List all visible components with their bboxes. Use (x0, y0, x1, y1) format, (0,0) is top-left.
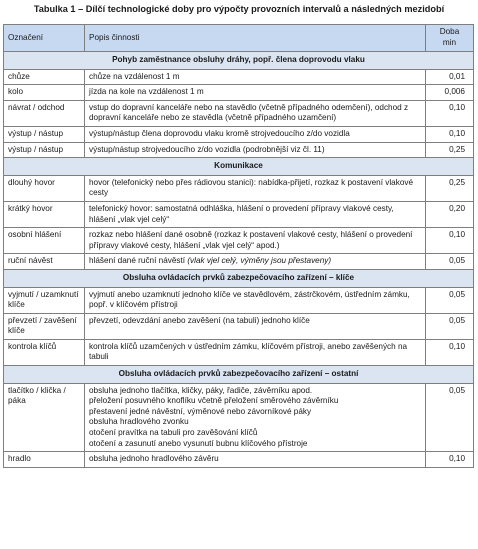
duration-cell: 0,20 (426, 201, 474, 227)
duration-cell: 0,006 (426, 85, 474, 101)
table-row (4, 85, 474, 101)
description-cell (85, 339, 426, 365)
designation-cell: vyjmutí / uzamknutí klíče (4, 287, 85, 313)
table-row (4, 452, 474, 468)
description-text: obsluha jednoho hradlového závěru (89, 454, 219, 464)
header-description: Popis činnosti (85, 25, 426, 52)
duration-cell: 0,10 (426, 100, 474, 126)
designation-cell: chůze (4, 69, 85, 85)
description-cell (85, 228, 426, 254)
designation-cell: tlačítko / klička / páka (4, 383, 85, 452)
table-row (4, 313, 474, 339)
description-cell (85, 452, 426, 468)
description-text: otočení a zasunutí anebo vysunutí bubnu klíčového přístroje (89, 438, 308, 448)
header-duration-line2: min (442, 38, 457, 47)
description-cell (85, 383, 426, 452)
description-cell (85, 254, 426, 270)
section-title: Obsluha ovládacích prvků zabezpečovacího zařízení – klíče (4, 269, 474, 287)
header-designation: Označení (4, 25, 85, 52)
table-header-row (4, 25, 474, 52)
table-row (4, 383, 474, 452)
duration-cell: 0,05 (426, 287, 474, 313)
designation-cell: kolo (4, 85, 85, 101)
description-text: hovor (telefonický nebo přes rádiovou stanici): nabídka-přijetí, rozkaz k postavení vlakové cesty (89, 177, 414, 198)
table-row (4, 175, 474, 201)
description-text: obsluha hradlového zvonku (89, 417, 189, 427)
section-title: Obsluha ovládacích prvků zabezpečovacího zařízení – ostatní (4, 366, 474, 384)
table-caption: Tabulka 1 – Dílčí technologické doby pro výpočty provozních intervalů a následných mezidobí (33, 4, 445, 14)
description-cell (85, 85, 426, 101)
description-cell (85, 313, 426, 339)
designation-cell: převzetí / zavěšení klíče (4, 313, 85, 339)
description-cell (85, 287, 426, 313)
duration-cell: 0,01 (426, 69, 474, 85)
designation-cell: dlouhý hovor (4, 175, 85, 201)
description-italic-text: (vlak vjel celý, výměny jsou přestaveny) (187, 256, 332, 266)
description-cell (85, 126, 426, 142)
description-cell (85, 175, 426, 201)
duration-cell: 0,10 (426, 228, 474, 254)
duration-cell: 0,05 (426, 313, 474, 339)
description-cell (85, 69, 426, 85)
description-text: výstup/nástup strojvedoucího z/do vozidla (podrobnější viz čl. 11) (89, 144, 325, 154)
duration-cell: 0,10 (426, 452, 474, 468)
description-cell (85, 100, 426, 126)
description-text: vyjmutí anebo uzamknutí jednoho klíče ve stavědlovém, zástrčkovém, ústředním zámku, popř. v klíčovém přístroji (89, 289, 410, 310)
section-row (4, 269, 474, 287)
table-row (4, 228, 474, 254)
designation-cell: hradlo (4, 452, 85, 468)
designation-cell: osobní hlášení (4, 228, 85, 254)
table-row (4, 100, 474, 126)
description-text: přeložení posuvného knoflíku včetně přeložení směrového závěrníku (89, 396, 339, 406)
description-text: přestavení jedné návěstní, výměnové nebo závorníkové páky (89, 406, 312, 416)
description-text: vstup do dopravní kanceláře nebo na stavědlo (včetně případného odemčení), odchod z dopravní kanceláře nebo ze stavědla (včetně případného uzamčení) (89, 102, 409, 123)
designation-cell: návrat / odchod (4, 100, 85, 126)
description-cell (85, 142, 426, 158)
description-text: jízda na kole na vzdálenost 1 m (89, 87, 204, 97)
designation-cell: krátký hovor (4, 201, 85, 227)
section-title: Pohyb zaměstnance obsluhy dráhy, popř. člena doprovodu vlaku (4, 52, 474, 70)
description-text: rozkaz nebo hlášení dané osobně (rozkaz k postavení vlakové cesty, hlášení o provedení přípravy vlakové cesty, hlášení „vlak vjel celý“ apod.) (89, 230, 413, 250)
technology-times-table (3, 24, 474, 468)
designation-cell: výstup / nástup (4, 142, 85, 158)
duration-cell: 0,25 (426, 175, 474, 201)
table-row (4, 201, 474, 227)
header-duration-line1: Doba (439, 27, 460, 37)
duration-cell: 0,10 (426, 339, 474, 365)
header-duration (426, 25, 474, 52)
table-row (4, 142, 474, 158)
description-text: výstup/nástup člena doprovodu vlaku kromě strojvedoucího z/do vozidla (89, 128, 350, 138)
table-row (4, 339, 474, 365)
description-text: chůze na vzdálenost 1 m (89, 71, 180, 81)
description-text: hlášení dané ruční návěstí (89, 256, 188, 266)
description-text: obsluha jednoho tlačítka, kličky, páky, řadiče, závěrníku apod. (89, 385, 313, 395)
designation-cell: ruční návěst (4, 254, 85, 270)
table-row (4, 69, 474, 85)
description-text: převzetí, odevzdání anebo zavěšení (na tabuli) jednoho klíče (89, 315, 310, 325)
description-text: kontrola klíčů uzamčených v ústředním zámku, klíčovém přístroji, anebo zavěšených na tabuli (89, 341, 408, 362)
duration-cell: 0,10 (426, 126, 474, 142)
table-row (4, 126, 474, 142)
section-row (4, 158, 474, 176)
description-cell (85, 201, 426, 227)
table-row (4, 254, 474, 270)
table-row (4, 287, 474, 313)
description-text: telefonický hovor: samostatná odhláška, hlášení o provedení přípravy vlakové cesty, hlášení „vlak vjel celý“ (89, 203, 394, 224)
table-body (4, 52, 474, 468)
designation-cell: výstup / nástup (4, 126, 85, 142)
duration-cell: 0,05 (426, 254, 474, 270)
section-row (4, 366, 474, 384)
duration-cell: 0,25 (426, 142, 474, 158)
section-row (4, 52, 474, 70)
description-text: otočení pravítka na tabuli pro zavěšování klíčů (89, 428, 258, 438)
section-title: Komunikace (4, 158, 474, 176)
duration-cell: 0,05 (426, 383, 474, 452)
designation-cell: kontrola klíčů (4, 339, 85, 365)
